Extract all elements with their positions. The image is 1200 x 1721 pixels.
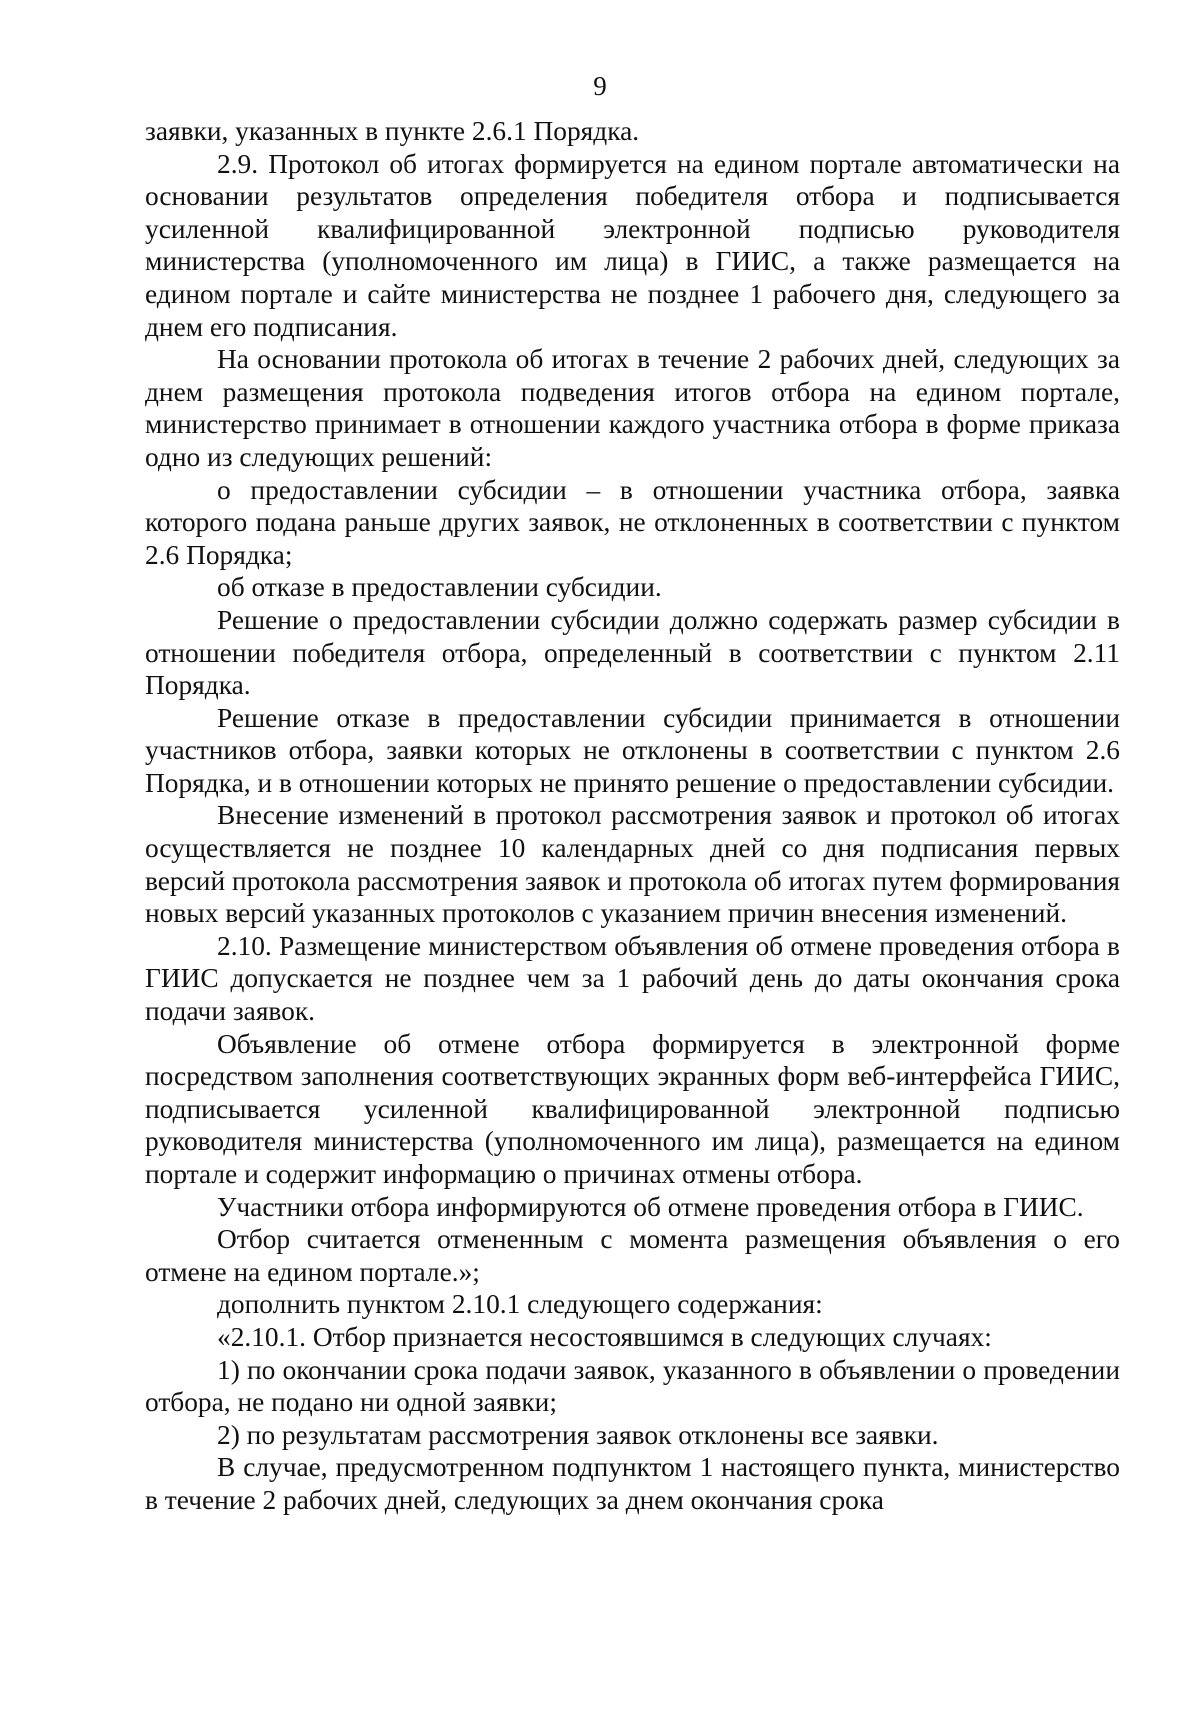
paragraph: Отбор считается отмененным с момента размещения объявления о его отмене на едином портале.»; (145, 1224, 1120, 1287)
paragraph: Внесение изменений в протокол рассмотрения заявок и протокол об итогах осуществляется не позднее 10 календарных дней со дня подписания первых версий протокола рассмотрения заявок и протокола об итогах путем формирования новых версий указанных протоколов с указанием причин внесения изменений. (145, 800, 1120, 929)
paragraph: Решение о предоставлении субсидии должно содержать размер субсидии в отношении победителя отбора, определенный в соответствии с пунктом 2.11 Порядка. (145, 604, 1120, 701)
paragraph: На основании протокола об итогах в течение 2 рабочих дней, следующих за днем размещения протокола подведения итогов отбора на едином портале, министерство принимает в отношении каждого участника отбора в форме приказа одно из следующих решений: (145, 344, 1120, 472)
paragraph: «2.10.1. Отбор признается несостоявшимся в следующих случаях: (217, 1321, 992, 1352)
paragraph: об отказе в предоставлении субсидии. (217, 572, 662, 603)
paragraph: Участники отбора информируются об отмене проведения отбора в ГИИС. (217, 1191, 1084, 1222)
paragraph: о предоставлении субсидии – в отношении участника отбора, заявка которого подана раньше других заявок, не отклоненных в соответствии с пунктом 2.6 Порядка; (145, 474, 1120, 570)
document-body (145, 115, 1120, 1517)
paragraph: дополнить пунктом 2.10.1 следующего содержания: (217, 1289, 823, 1320)
paragraph: 1) по окончании срока подачи заявок, указанного в объявлении о проведении отбора, не подано ни одной заявки; (145, 1354, 1120, 1418)
paragraph: заявки, указанных в пункте 2.6.1 Порядка. (145, 116, 640, 146)
paragraph: 2.10. Размещение министерством объявления об отмене проведения отбора в ГИИС допускается не позднее чем за 1 рабочий день до даты окончания срока подачи заявок. (145, 930, 1120, 1027)
paragraph: 2) по результатам рассмотрения заявок отклонены все заявки. (217, 1419, 939, 1450)
paragraph: Решение отказе в предоставлении субсидии принимается в отношении участников отбора, заявки которых не отклонены в соответствии с пунктом 2.6 Порядка, и в отношении которых не принято решение о предоставлении субсидии. (145, 702, 1120, 798)
page-number: 9 (593, 71, 607, 101)
paragraph: 2.9. Протокол об итогах формируется на едином портале автоматически на основании результатов определения победителя отбора и подписывается усиленной квалифицированной электронной подписью руководителя министерства (уполномоченного им лица) в ГИИС, а также размещается на едином портале и сайте министерства не позднее 1 рабочего дня, следующего за днем его подписания. (145, 148, 1120, 342)
paragraph: В случае, предусмотренном подпунктом 1 настоящего пункта, министерство в течение 2 рабочих дней, следующих за днем окончания срока (145, 1452, 1120, 1515)
paragraph: Объявление об отмене отбора формируется в электронной форме посредством заполнения соответствующих экранных форм веб-интерфейса ГИИС, подписывается усиленной квалифицированной электронной подписью руководителя министерства (уполномоченного им лица), размещается на едином портале и содержит информацию о причинах отмены отбора. (145, 1028, 1120, 1189)
